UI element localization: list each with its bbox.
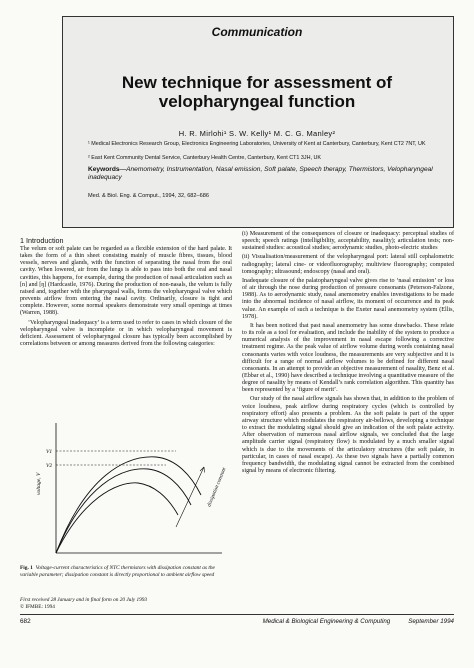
journal-footer bbox=[230, 618, 454, 625]
paragraph: Our study of the nasal airflow signals has shown that, in addition to the problem of voice loudness, peak airflow during respiratory cycles (which is controlled by respiratory effort) also presents a problem. As the soft palate is part of the upper airway structure which modulates the respiratory air-bellows, developing a technique to extract the modulating signal should give an indication of the soft palate activity. After observation of numerous nasal airflow signals, we concluded that the large amplitude carrier signal (respiratory flow) is modulated by a much smaller signal which is due to the movements of the articulatory structures (the soft palate, in particular, in cases of nasal escape). As these two signals have a partially common frequency bandwidth, the modulating signal cannot be extracted from the combined signal by means of electronic filtering. bbox=[242, 396, 454, 474]
paper-title bbox=[62, 73, 452, 111]
paragraph: The velum or soft palate can be regarded as a flexible extension of the hard palate. It takes the form of a thin sheet consisting mainly of muscle fibres, tissues, blood vessels, nerves and glands, with the function of separating the nasal from the oral cavity. When lowered, air from the lungs is able to pass into both the oral and nasal cavities, this happens, for example, during the production of nasal articulation such as [n] and [ŋ] (Hardcastle, 1976). During the production of non-nasals, the velum is fully raised and, together with the pharyngeal walls, forms the velopharyngeal valve which prevents airflow from entering the nasal cavity. Ordinarily, closure is tight and complete. However, some normal speakers demonstrate very small openings at times (Warren, 1988). bbox=[20, 246, 232, 317]
curve-label: dissipation constant bbox=[206, 466, 228, 508]
tick-v1: V1 bbox=[46, 449, 53, 455]
right-column bbox=[242, 231, 454, 477]
authors: H. R. Mirlohi¹ S. W. Kelly¹ M. C. G. Manley² bbox=[178, 129, 336, 138]
paragraph: It has been noticed that past nasal anemometry has some drawbacks. These relate to its role as a tool for evaluation, and include the inability of the system to produce a numerical analysis of the improvement in nasal escape following a corrective treatment regime. As the peak value of airflow volume during words containing nasal consonants varies with voice loudness, the measurements are very subjective and it is difficult for a range of normal airflow volumes to be defined for different nasal consonants. In an attempt to provide an objective measurement of nasality, Benz et al. (Ebbar et al., 1990) have described a technique involving a quantitative measure of the degree of nasality by means of Kendall’s rank correlation algorithm. This quantity has been represented by a ‘figure of merit’. bbox=[242, 322, 454, 394]
issue-date: September 1994 bbox=[408, 618, 454, 625]
curve-3 bbox=[56, 483, 178, 553]
keywords-label: Keywords bbox=[88, 166, 120, 173]
received-note: First received 28 January and in final form on 20 July 1993 bbox=[20, 597, 148, 603]
paragraph: (i) Measurement of the consequences of closure or inadequacy: perceptual studies of speech; speech ratings (intelligibility, acceptability, nasality); articulation tests; non-sustained studies: acoustical studies; aerodynamic studies, photo-electric studies bbox=[242, 231, 454, 252]
title-line-1: New technique for assessment of bbox=[121, 73, 393, 92]
copyright-note: © IFMBE: 1994 bbox=[20, 603, 55, 610]
affiliation-1: ¹ Medical Electronics Research Group, Electronics Engineering Laboratories, University of Kent at Canterbury, Canterbury, Kent CT2 7NT, UK bbox=[88, 141, 426, 147]
keywords-text: —Anemometry, Instrumentation, Nasal emission, Soft palate, Speech therapy, Thermistors, Velopharyngeal inadequacy bbox=[88, 166, 433, 181]
caption-text: Voltage-current characteristics of NTC thermistors with dissipation constant as the variable parameter; dissipation constant is directly proportional to ambient airflow speed bbox=[20, 565, 215, 578]
figure-caption bbox=[20, 565, 232, 578]
paragraph: Inadequate closure of the palatopharyngeal valve gives rise to ‘nasal emission’ or loss of air through the nose during production of pressure consonants (Peterson-Falzone, 1988). As to aerodynamic study, nasal anemometry enables investigations to be made into the abnormal incidence of nasal airflow, its moment of occurrence and its peak value. An example of such a technique is the Exeter nasal anemometry system (Ellis, 1978). bbox=[242, 277, 454, 320]
figure-1-chart bbox=[26, 415, 232, 563]
paragraph: ‘Velopharyngeal inadequacy’ is a term used to refer to cases in which closure of the velopharyngeal valve is incomplete or in which velopharyngeal movement is deficient. Assessment of velopharyngeal closure has typically been accomplished by correlations between or among measures derived from the following categories: bbox=[20, 319, 232, 348]
y-axis-label: voltage, V bbox=[36, 472, 42, 495]
title-line-2: velopharyngeal function bbox=[158, 92, 356, 111]
caption-label: Fig. 1 bbox=[20, 565, 33, 571]
footer-rule bbox=[20, 614, 454, 615]
left-column bbox=[20, 246, 232, 350]
section-heading-introduction: 1 Introduction bbox=[20, 236, 64, 245]
footnotes bbox=[20, 597, 232, 610]
journal-citation: Med. & Biol. Eng. & Comput., 1994, 32, 682–686 bbox=[88, 193, 209, 199]
keywords bbox=[88, 166, 440, 182]
parameter-arrow bbox=[176, 467, 204, 527]
section-label: Communication bbox=[211, 25, 303, 39]
page-number: 682 bbox=[20, 618, 31, 625]
affiliation-2: ² East Kent Community Dental Service, Canterbury Health Centre, Canterbury, Kent CT1 3JH, UK bbox=[88, 155, 321, 161]
arrow-head-icon bbox=[200, 467, 205, 473]
journal-name: Medical & Biological Engineering & Computing bbox=[262, 618, 391, 625]
tick-v2: V2 bbox=[46, 463, 53, 469]
paragraph: (ii) Visualisation/measurement of the velopharyngeal port: lateral still cephalometric radiography; lateral cine- or videofluorography; multiview fluorography; computed tomography; ultrasound; endoscopy (nasal and oral). bbox=[242, 254, 454, 275]
